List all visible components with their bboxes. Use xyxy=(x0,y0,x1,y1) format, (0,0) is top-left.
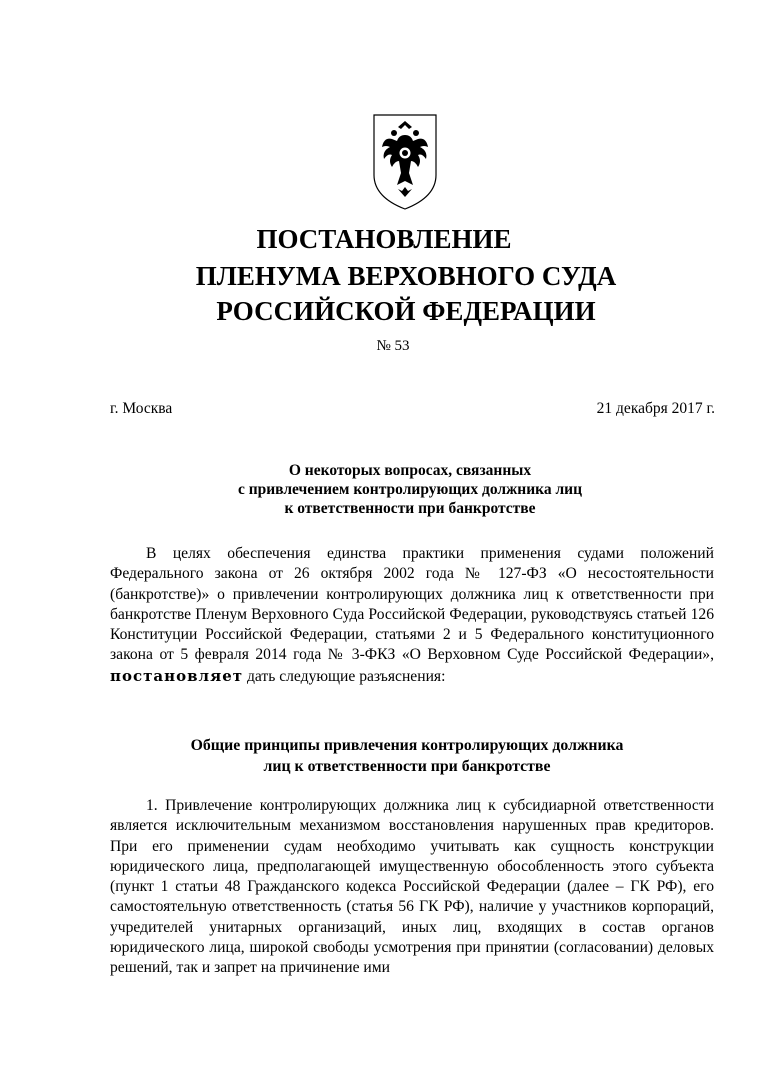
subject-heading xyxy=(0,461,768,518)
section-heading xyxy=(0,735,768,777)
document-title: ПОСТАНОВЛЕНИЕ xyxy=(256,224,512,254)
double-headed-eagle-icon xyxy=(372,113,438,211)
section-heading-line1: Общие принципы привлечения контролирующих должника xyxy=(190,737,624,754)
document-title-line3: РОССИЙСКОЙ ФЕДЕРАЦИИ xyxy=(216,296,596,326)
paragraph-1: 1. Привлечение контролирующих должника лиц к субсидиарной ответственности является исключительным механизмом восстановления нарушенных прав кредиторов. При его применении судам необходимо учитывать как сущность конструкции юридического лица, предполагающей имущественную обособленность этого субъекта (пункт 1 статьи 48 Гражданского кодекса Российской Федерации (далее – ГК РФ), его самостоятельную ответственность (статья 56 ГК РФ), наличие у участников корпораций, учредителей унитарных организаций, иных лиц, входящих в состав органов юридического лица, широкой свободы усмотрения при принятии (согласовании) деловых решений, так и запрет на причинение ими xyxy=(110,797,714,977)
preamble-text: В целях обеспечения единства практики применения судами положений Федерального закона от 26 октября 2002 года № 127-ФЗ «О несостоятельности (банкротстве)» о привлечении контролирующих должника лиц к ответственности при банкротстве Пленум Верховного Суда Российской Федерации, руководствуясь статьей 126 Конституции Российской Федерации, статьями 2 и 5 Федерального конституционного закона от 5 февраля 2014 года № 3-ФКЗ «О Верховном Суде Российской Федерации», xyxy=(110,545,714,664)
section-heading-line2: лиц к ответственности при банкротстве xyxy=(263,758,551,775)
preamble-paragraph xyxy=(110,544,714,687)
coat-of-arms xyxy=(372,113,438,211)
document-date: 21 декабря 2017 г. xyxy=(596,400,715,417)
subject-line3: к ответственности при банкротстве xyxy=(284,500,536,517)
document-number: № 53 xyxy=(376,338,410,354)
subject-line1: О некоторых вопросах, связанных xyxy=(288,462,532,479)
document-title-line2: ПЛЕНУМА ВЕРХОВНОГО СУДА xyxy=(195,261,617,291)
resolves-word: постановляет xyxy=(110,666,244,685)
preamble-ending: дать следующие разъяснения: xyxy=(243,667,446,685)
subject-line2: с привлечением контролирующих должника лиц xyxy=(237,481,583,498)
city: г. Москва xyxy=(110,400,173,417)
